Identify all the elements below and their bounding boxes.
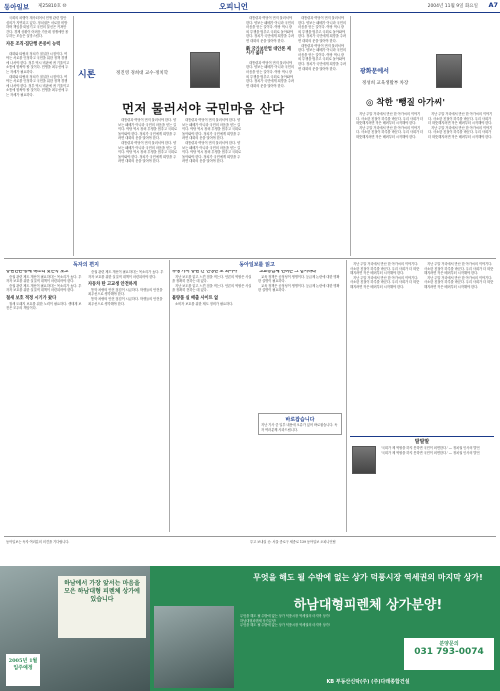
letter-body-1: 증권 관련 제도 개선이 필요하다는 목소리가 높다. 투자자 보호를 위한 실질적 대책이 마련되어야 한다. <box>6 274 82 284</box>
ad-phone: 031 793-0074 <box>414 647 484 657</box>
section-divider <box>4 258 496 259</box>
masthead <box>0 0 500 13</box>
dalmalmal-text-2: '국회가 제 역할을 하지 못하면 국민이 외면한다.' — 정치권 인사의 발언 <box>381 450 480 455</box>
dalmalmal-body <box>378 446 494 532</box>
dalmalmal-text: '국회가 제 역할을 하지 못하면 국민이 외면한다.' — 정치권 인사의 발언 <box>381 446 480 450</box>
ad-building-photo <box>154 606 234 688</box>
column-body-2 <box>182 118 242 255</box>
reader-title-3: 불량품 실 배출 사이트 없 <box>172 295 219 301</box>
column-label-text: 시론 <box>78 70 96 80</box>
ad-detail-1: 무엇을 해도 될 수밖에 없는 상가 덕풍시장 역세권의 마지막 상가! <box>240 614 330 618</box>
page-number: A7 <box>488 1 498 9</box>
column-body-3 <box>246 16 294 255</box>
column-body-text-3b: 대통령과 여당이 먼저 물러서야 한다. 양보는 패배가 아니라 국민의 마음을 얻는 길이다. 야당 역시 장외 투쟁을 멈추고 국회로 돌아와야 한다. 정치가 국민에게 희망을 주려면 대화의 문을 열어야 한다. <box>246 60 294 88</box>
letters-col-2 <box>88 270 166 530</box>
right-lower-text-2b: 지난 주말 거리에서 만난 한 아가씨의 이야기다. 사소한 친절이 하루를 바꾼다. 우리 사회가 더 따뜻해지려면 작은 배려부터 시작해야 한다. <box>424 275 494 289</box>
column-subhead: 新 국가보안법 대안론 제시가 옳다 <box>246 46 291 57</box>
divider <box>169 260 170 532</box>
dalmalmal-photo <box>352 446 376 474</box>
divider <box>346 260 347 532</box>
column-author: 정진영 경희대 교수·정치학 <box>116 71 169 76</box>
ad-detail-3: 무엇을 해도 될 수밖에 없는 상가 덕풍시장 역세권의 마지막 상가! <box>240 623 330 628</box>
footer-notice-right: 투고 보내실 곳: 서울 종로구 세종로 139 동아일보 오피니언팀 <box>250 540 336 544</box>
left-column <box>6 16 70 252</box>
right-lower-text-2: 지난 주말 거리에서 만난 한 아가씨의 이야기다. 사소한 친절이 하루를 바꾼다. 우리 사회가 더 따뜻해지려면 작은 배려부터 시작해야 한다. <box>424 262 494 276</box>
column-body-text-4b: 대통령과 여당이 먼저 물러서야 한다. 양보는 패배가 아니라 국민의 마음을 얻는 길이다. 야당 역시 장외 투쟁을 멈추고 국회로 돌아와야 한다. 정치가 국민에게 희망을 주려면 대화의 문을 열어야 한다. <box>298 43 346 71</box>
column-body-text-1: 대통령과 여당이 먼저 물러서야 한다. 양보는 패배가 아니라 국민의 마음을 얻는 길이다. 야당 역시 장외 투쟁을 멈추고 국회로 돌아와야 한다. 정치가 국민에게 희망을 주려면 대화의 문을 열어야 한다. <box>118 118 178 141</box>
letter-title-3: 철새 보호 적정 시기가 왔다 <box>6 295 57 301</box>
right-author-photo <box>436 54 462 88</box>
column-body-text-1b: 대통령과 여당이 먼저 물러서야 한다. 양보는 패배가 아니라 국민의 마음을 얻는 길이다. 야당 역시 장외 투쟁을 멈추고 국회로 돌아와야 한다. 정치가 국민에게 희망을 주려면 대화의 문을 열어야 한다. <box>118 140 178 164</box>
column-body-text-2: 대통령과 여당이 먼저 물러서야 한다. 양보는 패배가 아니라 국민의 마음을 얻는 길이다. 야당 역시 장외 투쟁을 멈추고 국회로 돌아와야 한다. 정치가 국민에게 희망을 주려면 대화의 문을 열어야 한다. <box>182 118 242 141</box>
reader-title-1: 투쟁 가서 응원 간 진정한 도 되어야 <box>172 270 238 274</box>
correction-label: 바로잡습니다 <box>285 417 315 423</box>
column-body-4 <box>298 16 346 255</box>
right-lower-text-1b: 지난 주말 거리에서 만난 한 아가씨의 이야기다. 사소한 친절이 하루를 바꾼다. 우리 사회가 더 따뜻해지려면 작은 배려부터 시작해야 한다. <box>350 275 420 289</box>
ad-top-copy: 무엇을 해도 될 수밖에 없는 상가 덕풍시장 역세권의 마지막 상가! <box>253 573 483 582</box>
right-lower-col-2 <box>424 262 494 432</box>
issue-date: 2004년 11월 9일 화요일 <box>427 4 478 9</box>
left-column-body: 대화와 타협의 정치가 절실한 시점이다. 여야는 서로를 인정하고 국민을 위한 정책 경쟁에 나서야 한다. 정부 역시 비판에 귀 기울이고 소통에 힘써야 할 것이다. 민생을 최우선에 두는 자세가 필요하다. <box>6 51 70 74</box>
ad-details <box>240 614 400 674</box>
ad-contact-box <box>404 638 494 670</box>
letters-label: 독자의 편지 <box>73 262 99 268</box>
ad-sales-label: 분양문의 <box>439 641 459 647</box>
column-body-1 <box>118 118 178 255</box>
ad-detail-2: 하남대형피렌체 상가분양! <box>240 618 277 623</box>
right-lower-col-1 <box>350 262 420 432</box>
left-column-body-cont: 대화와 타협의 정치가 절실한 시점이다. 여야는 서로를 인정하고 국민을 위한 정책 경쟁에 나서야 한다. 정부 역시 비판에 귀 기울이고 소통에 힘써야 할 것이다. 민생을 최우선에 두는 자세가 필요하다. <box>6 74 70 97</box>
left-column-subhead: 자문 조직·집단행 존중이 능력 <box>6 41 61 47</box>
reader-body-1b: 지난 보도를 읽고 느낀 점을 적는다. 언론의 역할은 사실을 정확히 전하는 데 있다. <box>172 283 252 293</box>
letter-title-1: 증권연관·공제 목소리 낮은국 보고 <box>6 270 69 274</box>
footer-notice-left: 동아일보는 독자 여러분의 의견을 기다립니다. <box>6 540 70 544</box>
ad-year-badge: 2005년 1월 입주예정 <box>6 654 40 686</box>
right-column-headline: ◎ 착한 '뺑질 아가씨' <box>366 98 445 108</box>
letter-body-2: 통학 차량의 안전 점검이 시급하다. 학생들의 안전을 최우선으로 생각해야 한다. <box>88 287 163 297</box>
author-photo <box>190 52 220 88</box>
letter-body-1c: 증권 관련 제도 개선이 필요하다는 목소리가 높다. 투자자 보호를 위한 실질적 대책이 마련되어야 한다. <box>88 270 164 279</box>
column-label <box>78 62 95 81</box>
letter-body-3: 철새 도래지 보호를 위한 노력이 필요하다. 생태계 보전은 모두의 책임이다. <box>6 301 82 311</box>
ad-sign: 하남에서 가장 앞서는 마음을 모은 하남대형 피렌체 상가에 있습니다 <box>58 576 146 638</box>
reader-views-label: 동아일보를 읽고 <box>239 262 275 268</box>
right-body-text-1: 지난 주말 거리에서 만난 한 아가씨의 이야기다. 사소한 친절이 하루를 바꾼다. 우리 사회가 더 따뜻해지려면 작은 배려부터 시작해야 한다. <box>356 112 424 126</box>
dalmalmal-label: 말말말 <box>350 436 494 445</box>
ad-title: 하남대형피렌체 상가분양! <box>293 598 443 613</box>
correction-box <box>258 413 342 435</box>
letter-body-2b: 통학 차량의 안전 점검이 시급하다. 학생들의 안전을 최우선으로 생각해야 한다. <box>88 296 163 306</box>
divider <box>350 16 351 256</box>
right-column-label: 광화문에서 <box>360 68 389 75</box>
ad-footer: KB 부동산신탁(주) (주)다래종합건설 <box>326 679 410 685</box>
reader-body-2b: 교육 정책은 공정성이 생명이다. 등급제 논란에 대한 명확한 설명이 필요하다. <box>258 283 340 293</box>
right-column-body-2 <box>428 112 494 255</box>
right-body-text-1b: 지난 주말 거리에서 만난 한 아가씨의 이야기다. 사소한 친절이 하루를 바꾼다. 우리 사회가 더 따뜻해지려면 작은 배려부터 시작해야 한다. <box>356 125 424 139</box>
divider <box>73 16 74 256</box>
reader-views-col-2 <box>258 270 342 410</box>
correction-body: 지난 기사 중 일부 내용에 오류가 있어 바로잡습니다. 독자 여러분께 사과드립니다. <box>261 423 338 432</box>
left-column-intro: 국회의 파행이 계속되어서 민생 관련 법안 심의가 지연되고 있다. 정치권은 서로를 비방하며 책임을 떠넘기고 국민의 불신은 커져만 간다. 경제 상황이 어려운 가운데 정쟁에만 몰두하는 모습은 실망스럽다. <box>6 16 69 39</box>
reader-body-2: 교육 정책은 공정성이 생명이다. 등급제 논란에 대한 명확한 설명이 필요하다. <box>258 274 340 284</box>
column-body-text-2b: 대통령과 여당이 먼저 물러서야 한다. 양보는 패배가 아니라 국민의 마음을 얻는 길이다. 야당 역시 장외 투쟁을 멈추고 국회로 돌아와야 한다. 정치가 국민에게 희망을 주려면 대화의 문을 열어야 한다. <box>182 140 242 164</box>
reader-body-1: 지난 보도를 읽고 느낀 점을 적는다. 언론의 역할은 사실을 정확히 전하는 데 있다. <box>172 274 252 284</box>
advertisement[interactable] <box>0 566 500 691</box>
right-body-text-2: 지난 주말 거리에서 만난 한 아가씨의 이야기다. 사소한 친절이 하루를 바꾼다. 우리 사회가 더 따뜻해지려면 작은 배려부터 시작해야 한다. <box>428 112 493 126</box>
section-title: 오피니언 <box>219 2 248 11</box>
column-body-text-4: 대통령과 여당이 먼저 물러서야 한다. 양보는 패배가 아니라 국민의 마음을 얻는 길이다. 야당 역시 장외 투쟁을 멈추고 국회로 돌아와야 한다. 정치가 국민에게 희망을 주려면 대화의 문을 열어야 한다. <box>298 16 346 43</box>
right-column-author: 정성희 교육생활부 차장 <box>362 81 409 86</box>
right-lower-text-1: 지난 주말 거리에서 만난 한 아가씨의 이야기다. 사소한 친절이 하루를 바꾼다. 우리 사회가 더 따뜻해지려면 작은 배려부터 시작해야 한다. <box>350 262 420 276</box>
column-body-text-3: 대통령과 여당이 먼저 물러서야 한다. 양보는 패배가 아니라 국민의 마음을 얻는 길이다. 야당 역시 장외 투쟁을 멈추고 국회로 돌아와야 한다. 정치가 국민에게 희망을 주려면 대화의 문을 열어야 한다. <box>246 16 294 43</box>
right-body-text-2b: 지난 주말 거리에서 만난 한 아가씨의 이야기다. 사소한 친절이 하루를 바꾼다. 우리 사회가 더 따뜻해지려면 작은 배려부터 시작해야 한다. <box>428 125 493 139</box>
newspaper-logo: 동아일보 <box>4 3 30 11</box>
letter-body-1b: 증권 관련 제도 개선이 필요하다는 목소리가 높다. 투자자 보호를 위한 실질적 대책이 마련되어야 한다. <box>6 283 82 293</box>
right-column-body-1 <box>356 112 424 255</box>
footer-divider <box>4 536 496 537</box>
letter-title-2: 자동차 탄 고교생 안전하게 <box>88 282 137 288</box>
issue-number: 제25810호 ⑩ <box>38 4 67 9</box>
reader-body-3: 소비자 보호를 위한 제도 정비가 필요하다. <box>175 301 234 306</box>
letters-col-1 <box>6 270 84 530</box>
reader-views-col-1 <box>172 270 254 530</box>
reader-title-2: '고교등급제 면허는 그 감시하라' <box>258 270 318 274</box>
column-headline: 먼저 물러서야 국민마음 산다 <box>122 101 285 116</box>
